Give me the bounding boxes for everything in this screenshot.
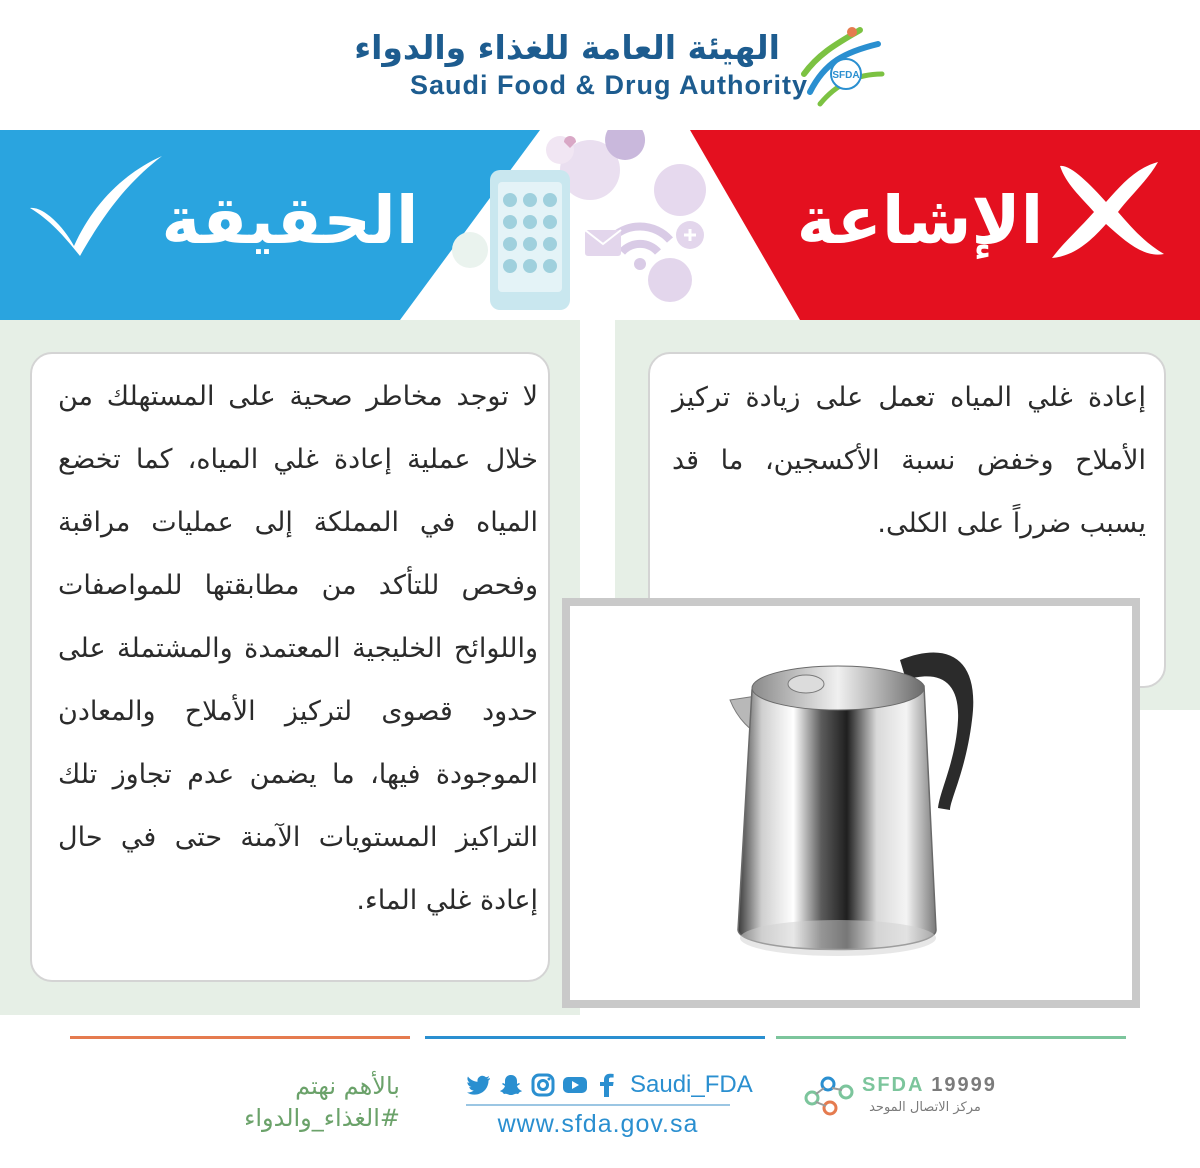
divider-green (776, 1036, 1126, 1039)
hashtag-link[interactable]: #الغذاء_والدواء (244, 1104, 400, 1132)
rumor-title: الإشاعة (796, 182, 1044, 259)
twitter-icon[interactable] (466, 1072, 492, 1098)
check-mark-icon (22, 150, 172, 260)
call-center-brand: SFDA (862, 1074, 924, 1096)
facebook-icon[interactable] (594, 1072, 620, 1098)
sfda-logo (790, 22, 890, 108)
call-center-number: 19999 (931, 1074, 997, 1096)
header (0, 0, 1200, 130)
divider-blue (425, 1036, 765, 1039)
snapchat-icon[interactable] (498, 1072, 524, 1098)
call-center-title[interactable] (862, 1074, 997, 1097)
logo-text: SFDA (832, 70, 860, 81)
footer-divider (0, 1036, 1200, 1042)
youtube-icon[interactable] (562, 1072, 588, 1098)
instagram-icon[interactable] (530, 1072, 556, 1098)
website-link[interactable]: www.sfda.gov.sa (497, 1110, 699, 1138)
rumor-text: إعادة غلي المياه تعمل على زيادة تركيز الأملاح وخفض نسبة الأكسجين، ما قد يسبب ضرراً على الكلى. (672, 382, 1146, 539)
social-links (466, 1068, 753, 1102)
kettle-image-frame (562, 598, 1140, 1008)
slogan: بالأهم نهتم (295, 1072, 400, 1100)
social-handle[interactable]: Saudi_FDA (630, 1071, 753, 1098)
x-mark-icon (1040, 154, 1170, 264)
divider-orange (70, 1036, 410, 1039)
banner (0, 130, 1200, 320)
kettle-image (710, 630, 990, 970)
truth-text: لا توجد مخاطر صحية على المستهلك من خلال عملية إعادة غلي المياه، كما تخضع المياه في المملكة إلى عمليات مراقبة وفحص للتأكد من مطابقتها للمواصفات واللوائح الخليجية المعتمدة والمشتملة على حدود قصوى لتركيز الأملاح والمعادن الموجودة فيها، ما يضمن عدم تجاوز تلك التراكيز المستويات الآمنة حتى في حال إعادة غلي الماء. (58, 381, 538, 916)
truth-title: الحقيقة (161, 182, 419, 259)
call-center-logo (800, 1068, 860, 1118)
website-divider (466, 1104, 730, 1106)
call-center-label: مركز الاتصال الموحد (869, 1100, 981, 1115)
org-name-english: Saudi Food & Drug Authority (410, 70, 808, 100)
social-media-illustration (440, 130, 740, 320)
org-name-arabic: الهيئة العامة للغذاء والدواء (354, 28, 780, 67)
